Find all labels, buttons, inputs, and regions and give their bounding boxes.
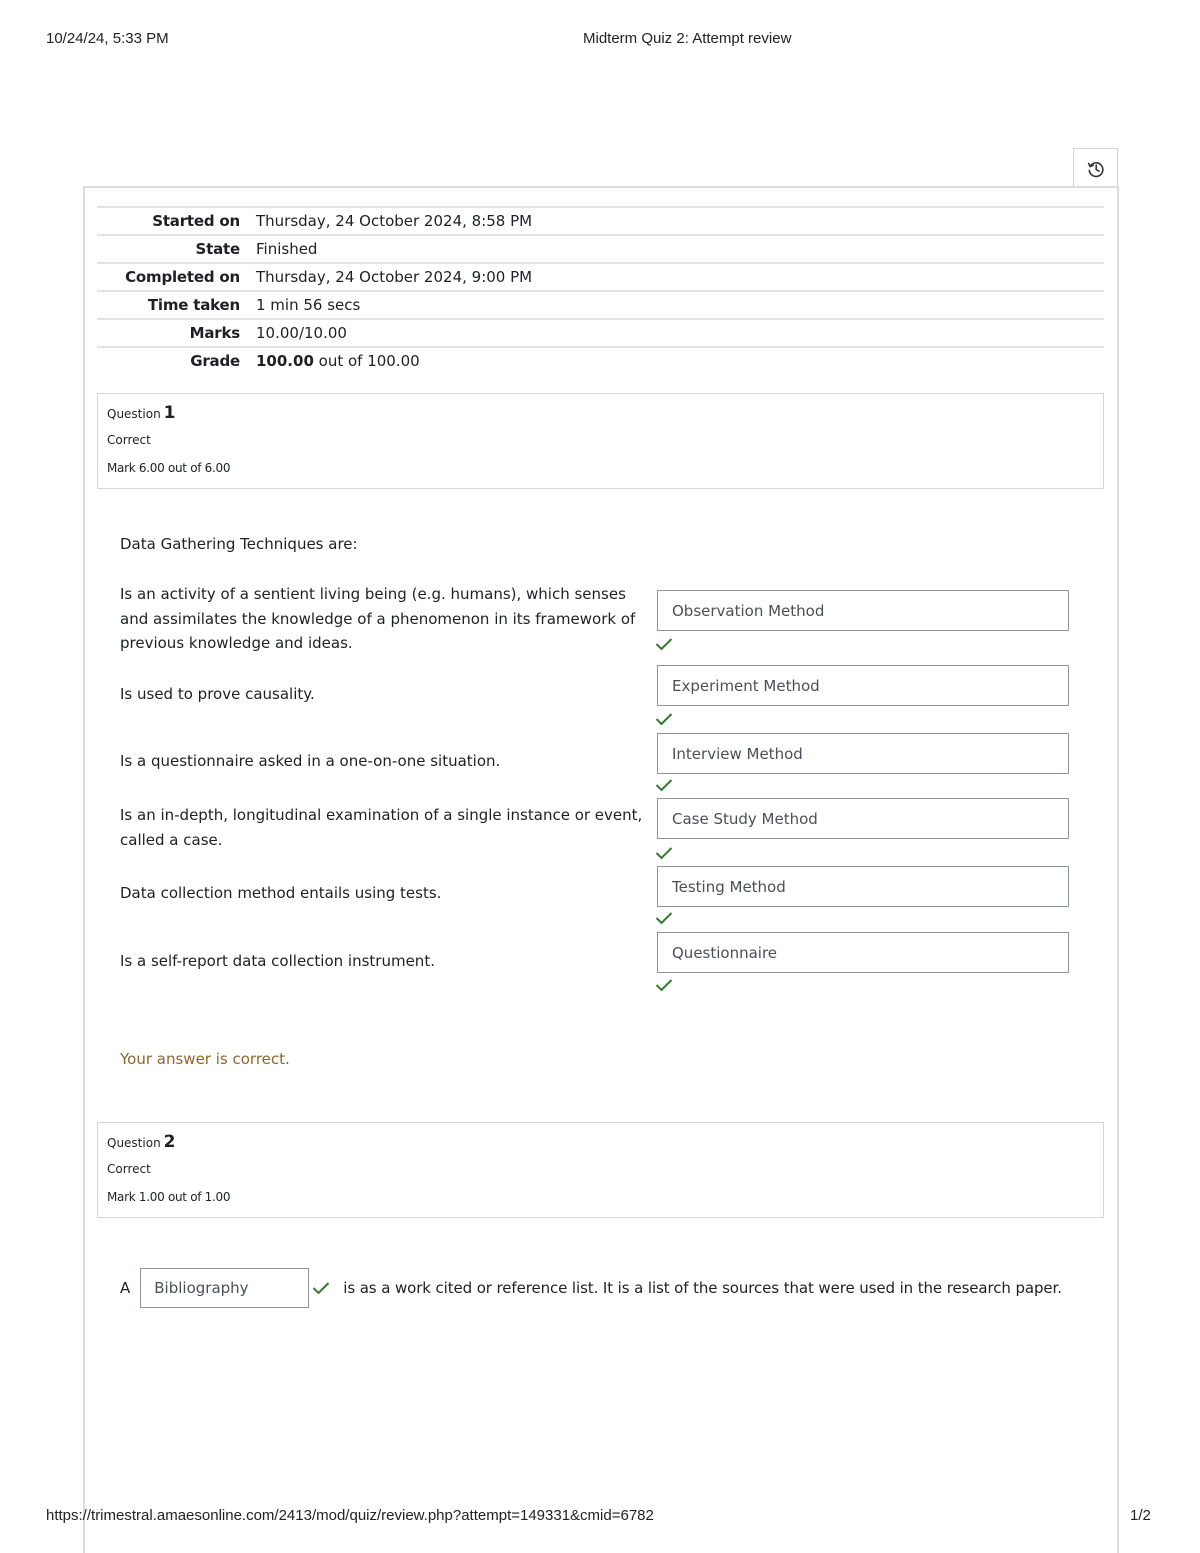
question-mark: Mark 1.00 out of 1.00 [107,1190,231,1204]
match-answer-select[interactable]: Interview Method [657,733,1069,774]
match-item-text: Is a questionnaire asked in a one-on-one situation. [120,752,501,770]
correct-check-icon [312,1281,330,1295]
summary-value: 10.00/10.00 [256,324,347,342]
cloze-tail-text: is as a work cited or reference list. It is a list of the sources that were used in the research paper. [343,1279,1062,1297]
question-state: Correct [107,433,151,447]
summary-row-marks [97,318,1104,346]
question-2-info [97,1122,1104,1218]
question-number [107,403,176,423]
correct-check-icon [655,637,673,651]
match-answer-select[interactable]: Testing Method [657,866,1069,907]
summary-value: 1 min 56 secs [256,296,361,314]
correct-check-icon [655,978,673,992]
question-prefix: Question [107,407,161,421]
summary-label: Grade [190,352,240,370]
question-number-value: 1 [163,403,176,423]
history-icon [1086,159,1106,179]
question-number [107,1132,176,1152]
match-answer-select[interactable]: Experiment Method [657,665,1069,706]
correct-check-icon [655,778,673,792]
question-2-cloze [120,1268,1062,1308]
question-state: Correct [107,1162,151,1176]
summary-row-state [97,234,1104,262]
question-1-info [97,393,1104,489]
summary-label: Marks [189,324,240,342]
summary-value: Thursday, 24 October 2024, 9:00 PM [256,268,533,286]
match-answer-select[interactable]: Case Study Method [657,798,1069,839]
summary-row-grade [97,346,1104,374]
question-prefix: Question [107,1136,161,1150]
match-answer-select[interactable]: Observation Method [657,590,1069,631]
grade-out-of: out of 100.00 [313,352,420,370]
match-item-text: Data collection method entails using tests. [120,884,442,902]
match-item-text: Is an activity of a sentient living being (e.g. humans), which senses and assimilates the knowledge of a phenomenon in its framework of previous knowledge and ideas. [120,585,636,652]
print-page-title: Midterm Quiz 2: Attempt review [583,30,792,47]
summary-label: Completed on [125,268,240,286]
question-feedback: Your answer is correct. [120,1050,290,1068]
correct-check-icon [655,846,673,860]
cloze-answer-input[interactable]: Bibliography [140,1268,309,1308]
attempt-summary-table [97,206,1104,374]
match-item-text: Is an in-depth, longitudinal examination of a single instance or event, called a case. [120,806,643,849]
summary-label: State [195,240,240,258]
match-item-text: Is a self-report data collection instrument. [120,952,435,970]
cloze-lead-text: A [120,1279,131,1297]
match-item-text: Is used to prove causality. [120,685,315,703]
correct-check-icon [655,911,673,925]
summary-value [254,352,1104,370]
summary-value: Finished [256,240,318,258]
question-mark: Mark 6.00 out of 6.00 [107,461,231,475]
question-1-prompt: Data Gathering Techniques are: [120,535,358,553]
summary-row-time-taken [97,290,1104,318]
print-page-number: 1/2 [1130,1507,1151,1524]
summary-value: Thursday, 24 October 2024, 8:58 PM [256,212,533,230]
print-url: https://trimestral.amaesonline.com/2413/mod/quiz/review.php?attempt=149331&cmid=6782 [46,1507,654,1524]
print-datetime: 10/24/24, 5:33 PM [46,30,169,47]
summary-label: Time taken [147,296,240,314]
summary-row-completed [97,262,1104,290]
grade-score: 100.00 [256,352,314,370]
summary-label: Started on [152,212,240,230]
correct-check-icon [655,712,673,726]
question-number-value: 2 [163,1132,176,1152]
summary-row-started [97,206,1104,234]
match-answer-select[interactable]: Questionnaire [657,932,1069,973]
history-button[interactable] [1073,148,1118,188]
